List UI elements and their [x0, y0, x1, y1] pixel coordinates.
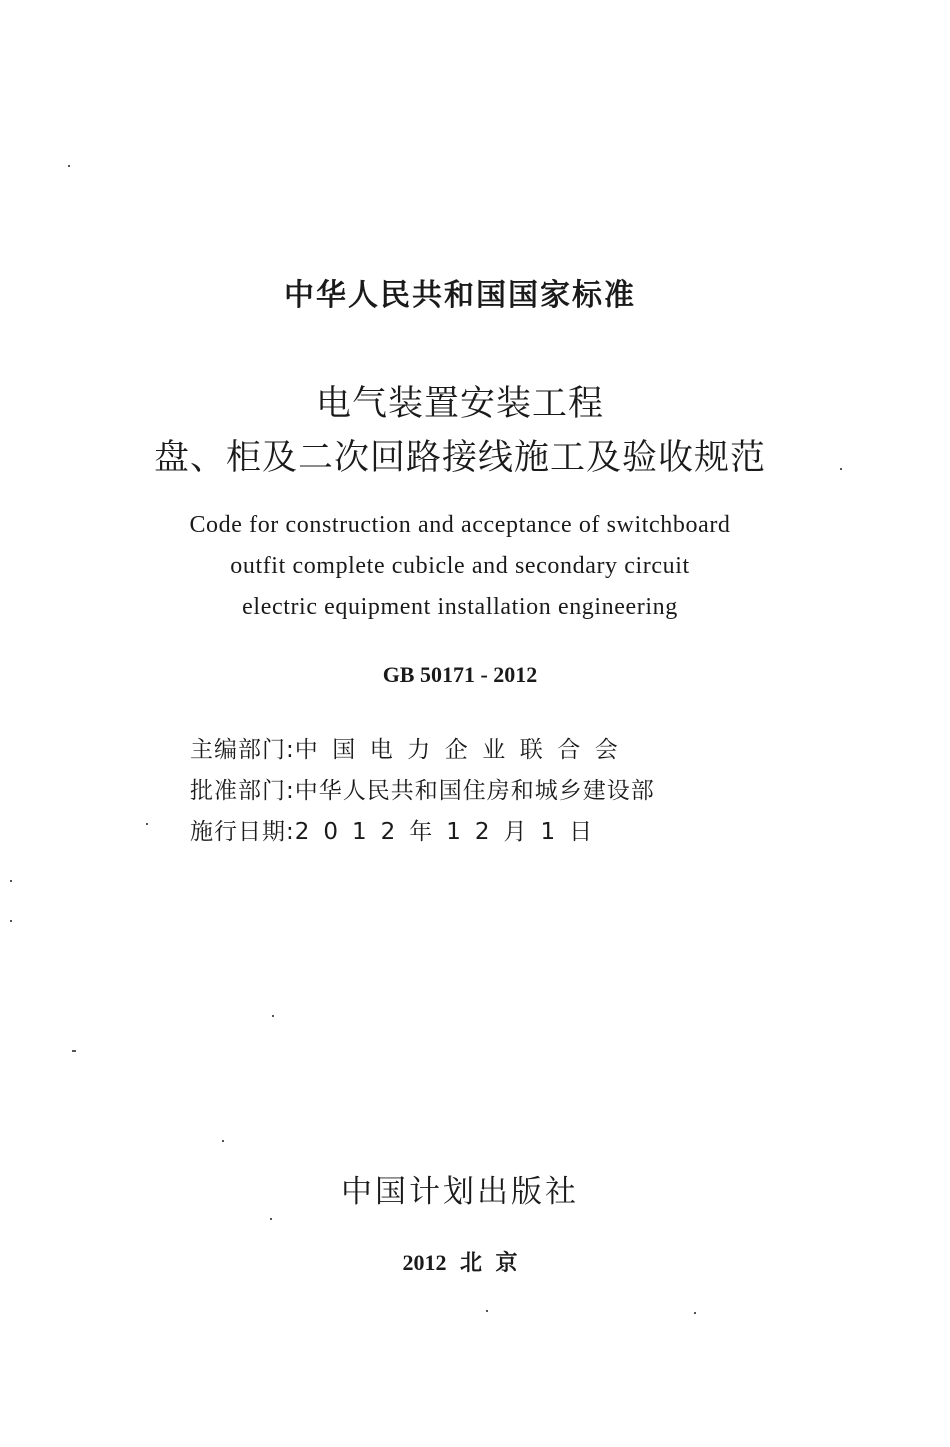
chinese-title-line-2: 盘、柜及二次回路接线施工及验收规范	[153, 438, 766, 478]
effective-date-value: 2012年12月1日	[294, 819, 607, 845]
standard-type: 中华人民共和国国家标准	[284, 278, 636, 313]
scan-speck	[146, 823, 148, 825]
chief-editor-value: 中国电力企业联合会	[294, 737, 633, 763]
english-title-line-2: outfit complete cubicle and secondary circuit	[230, 553, 690, 579]
effective-date-label: 施行日期:	[190, 819, 295, 845]
approval-value: 中华人民共和国住房和城乡建设部	[294, 778, 655, 804]
scan-speck	[10, 920, 12, 922]
standard-code: GB 50171 - 2012	[382, 662, 538, 687]
scan-speck	[222, 1140, 224, 1142]
scan-speck	[72, 1050, 76, 1052]
publication-place-year: 2012 北 京	[402, 1250, 518, 1275]
scan-speck	[270, 1218, 272, 1220]
english-title-line-1: Code for construction and acceptance of switchboard	[189, 512, 731, 538]
scan-speck	[840, 468, 842, 470]
scan-speck	[486, 1310, 488, 1312]
scan-speck	[10, 880, 12, 882]
scan-speck	[272, 1015, 274, 1017]
chief-editor-label: 主编部门:	[190, 737, 295, 763]
chief-editor-row	[190, 731, 632, 764]
english-title-line-3: electric equipment installation engineering	[242, 594, 678, 620]
approval-label: 批准部门:	[190, 778, 295, 804]
scan-speck	[68, 165, 70, 167]
chinese-title-line-1: 电气装置安装工程	[315, 384, 604, 424]
publisher: 中国计划出版社	[341, 1174, 579, 1210]
scan-speck	[694, 1312, 696, 1314]
approval-row	[190, 772, 655, 805]
effective-date-row	[190, 813, 606, 846]
